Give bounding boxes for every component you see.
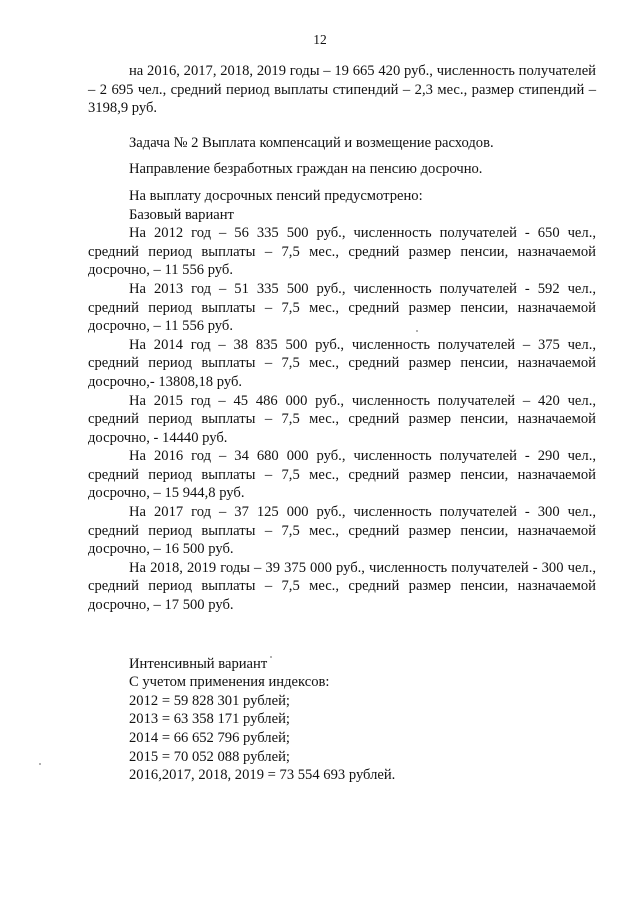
base-item-2016: На 2016 год – 34 680 000 руб., численность получателей - 290 чел., средний период выплаты – 7,5 мес., средний размер пенсии, назначаемой досрочно, – 15 944,8 руб. [88, 448, 596, 502]
index-intro: С учетом применения индексов: [129, 674, 330, 691]
intensive-variant-heading: Интенсивный вариант [129, 655, 268, 672]
index-item-2012: 2012 = 59 828 301 рублей; [129, 692, 290, 709]
index-item-2014: 2014 = 66 652 796 рублей; [129, 730, 290, 746]
scan-speck [270, 656, 272, 658]
task-title: Задача № 2 Выплата компенсаций и возмещение расходов. [129, 134, 494, 151]
base-item-2013: На 2013 год – 51 335 500 руб., численность получателей - 592 чел., средний период выплаты – 7,5 мес., средний размер пенсии, назначаемой досрочно, – 11 556 руб. [88, 280, 596, 335]
pension-intro: На выплату досрочных пенсий предусмотрено: [129, 187, 423, 204]
index-item-2016-2019: 2016,2017, 2018, 2019 = 73 554 693 рублей. [129, 767, 396, 784]
scan-speck [416, 330, 418, 332]
base-item-2017: На 2017 год – 37 125 000 руб., численность получателей - 300 чел., средний период выплаты – 7,5 мес., средний размер пенсии, назначаемой досрочно, – 16 500 руб. [88, 504, 596, 558]
base-item-2018-2019: На 2018, 2019 годы – 39 375 000 руб., численность получателей - 300 чел., средний период выплаты – 7,5 мес., средний размер пенсии, назначаемой досрочно, – 17 500 руб. [88, 559, 596, 614]
base-variant-list [88, 224, 596, 614]
index-list [88, 692, 596, 785]
scan-speck [39, 763, 41, 765]
base-item-2015: На 2015 год – 45 486 000 руб., численность получателей – 420 чел., средний период выплаты – 7,5 мес., средний размер пенсии, назначаемой досрочно, - 14440 руб. [88, 392, 596, 446]
index-item-2013: 2013 = 63 358 171 рублей; [129, 711, 290, 728]
base-item-2012: На 2012 год – 56 335 500 руб., численность получателей - 650 чел., средний период выплаты – 7,5 мес., средний размер пенсии, назначаемой досрочно, – 11 556 руб. [88, 225, 596, 279]
page-number: 12 [313, 32, 327, 47]
page-content [88, 62, 596, 785]
base-variant-heading: Базовый вариант [129, 206, 234, 223]
base-item-2014: На 2014 год – 38 835 500 руб., численность получателей – 375 чел., средний период выплаты – 7,5 мес., средний размер пенсии, назначаемой досрочно,- 13808,18 руб. [88, 336, 596, 390]
intro-paragraph: на 2016, 2017, 2018, 2019 годы – 19 665 420 руб., численность получателей – 2 695 чел., средний период выплаты стипендий – 2,3 мес., размер стипендий – 3198,9 руб. [88, 63, 596, 117]
direction-heading: Направление безработных граждан на пенсию досрочно. [129, 161, 483, 178]
index-item-2015: 2015 = 70 052 088 рублей; [129, 748, 290, 765]
